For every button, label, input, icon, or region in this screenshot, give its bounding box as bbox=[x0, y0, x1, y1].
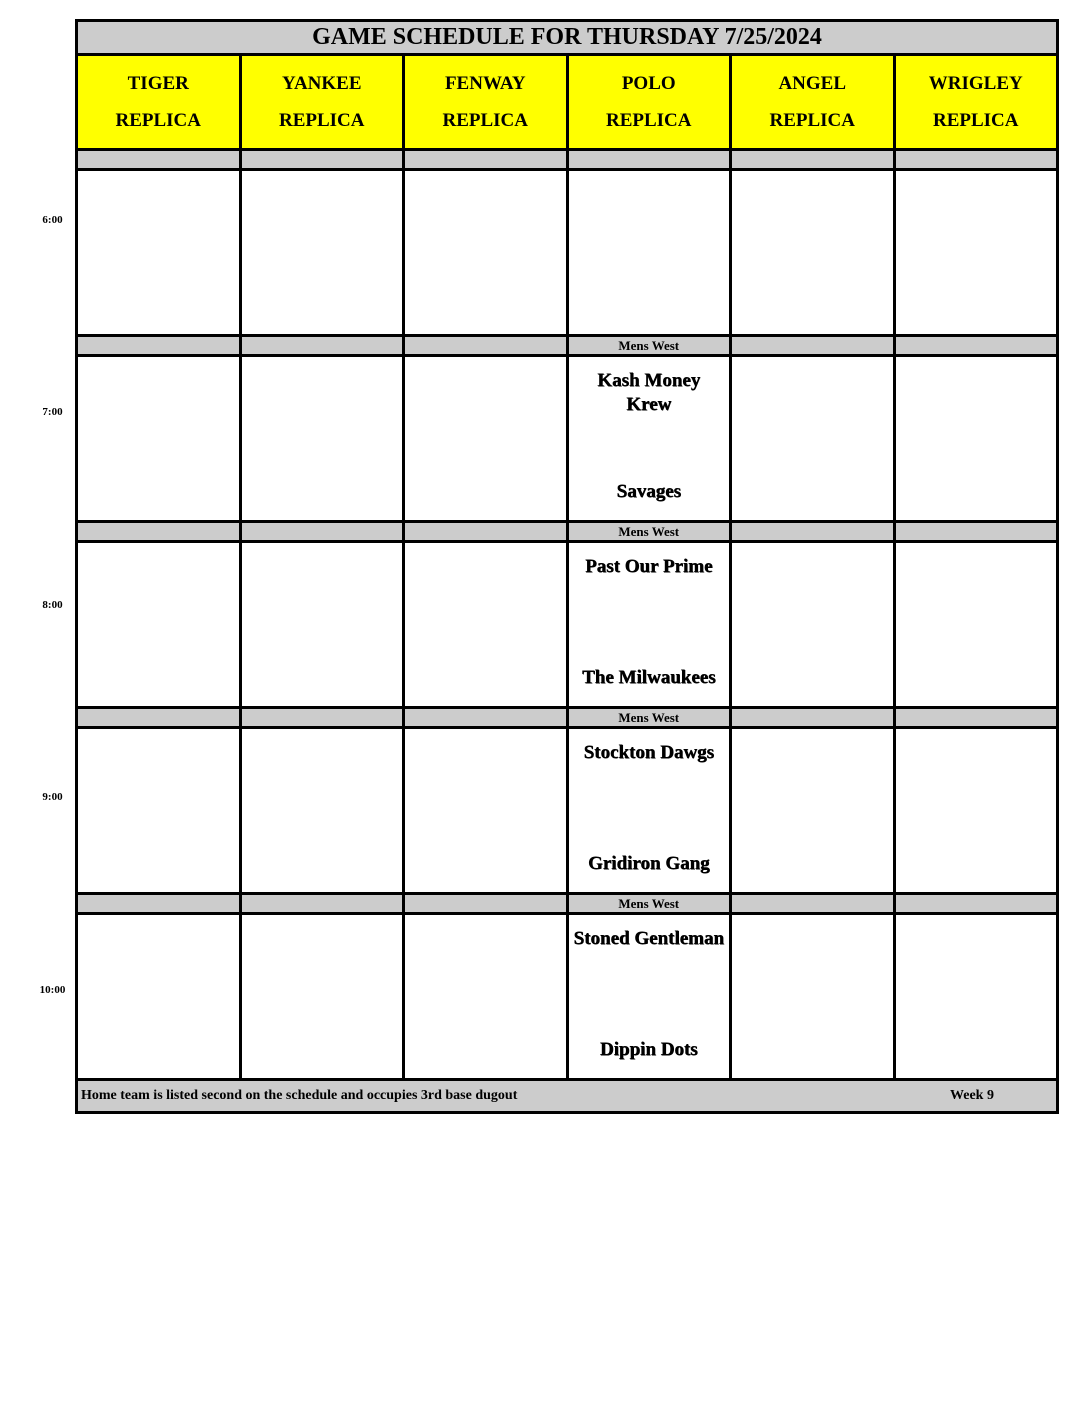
field-header-0 bbox=[77, 55, 241, 150]
field-header-4 bbox=[731, 55, 895, 150]
home-team: Dippin Dots bbox=[599, 1039, 698, 1060]
field-name: FENWAY bbox=[444, 73, 526, 94]
field-name: POLO bbox=[621, 73, 676, 94]
field-header-1 bbox=[240, 55, 404, 150]
time-label-6: 6:00 bbox=[42, 214, 63, 226]
division-cell bbox=[240, 708, 404, 728]
game-cell bbox=[404, 170, 568, 336]
game-cell bbox=[894, 914, 1058, 1080]
game-cell bbox=[567, 914, 731, 1080]
home-team: Gridiron Gang bbox=[587, 853, 710, 874]
division-cell bbox=[894, 150, 1058, 170]
division-cell bbox=[731, 150, 895, 170]
division-cell bbox=[404, 708, 568, 728]
division-cell bbox=[404, 336, 568, 356]
game-cell bbox=[567, 728, 731, 894]
division-cell bbox=[731, 336, 895, 356]
division-cell bbox=[77, 150, 241, 170]
game-cell bbox=[240, 914, 404, 1080]
field-name: ANGEL bbox=[778, 73, 847, 94]
game-cell bbox=[894, 728, 1058, 894]
game-cell bbox=[77, 356, 241, 522]
field-subtitle: REPLICA bbox=[605, 110, 692, 131]
division-cell bbox=[894, 894, 1058, 914]
division-cell bbox=[404, 150, 568, 170]
division-cell bbox=[894, 708, 1058, 728]
field-name: WRIGLEY bbox=[928, 73, 1023, 94]
division-cell: Mens West bbox=[567, 522, 731, 542]
game-cell bbox=[77, 728, 241, 894]
game-cell bbox=[731, 356, 895, 522]
division-cell: Mens West bbox=[567, 708, 731, 728]
division-cell bbox=[77, 708, 241, 728]
division-cell bbox=[240, 522, 404, 542]
game-cell bbox=[731, 170, 895, 336]
schedule-table bbox=[75, 19, 1059, 1114]
time-label-8: 8:00 bbox=[42, 599, 63, 611]
game-cell bbox=[240, 170, 404, 336]
time-label-9: 9:00 bbox=[42, 791, 63, 803]
division-cell: Mens West bbox=[567, 336, 731, 356]
division-cell bbox=[240, 150, 404, 170]
game-cell bbox=[77, 542, 241, 708]
game-cell bbox=[894, 356, 1058, 522]
game-cell bbox=[567, 170, 731, 336]
home-team: The Milwaukees bbox=[581, 667, 716, 688]
week-label: Week 9 bbox=[950, 1088, 994, 1103]
game-cell bbox=[567, 356, 731, 522]
game-cell bbox=[731, 914, 895, 1080]
field-subtitle: REPLICA bbox=[442, 110, 528, 131]
division-cell bbox=[404, 522, 568, 542]
home-team: Savages bbox=[616, 481, 681, 502]
game-cell bbox=[77, 914, 241, 1080]
field-header-3 bbox=[567, 55, 731, 150]
division-cell bbox=[240, 336, 404, 356]
division-cell bbox=[404, 894, 568, 914]
division-cell bbox=[77, 336, 241, 356]
division-cell bbox=[894, 522, 1058, 542]
game-cell bbox=[894, 170, 1058, 336]
field-subtitle: REPLICA bbox=[932, 110, 1019, 131]
game-cell bbox=[404, 542, 568, 708]
field-subtitle: REPLICA bbox=[115, 110, 201, 131]
time-label-7: 7:00 bbox=[42, 406, 63, 418]
schedule-footer bbox=[77, 1080, 1058, 1113]
division-cell bbox=[731, 708, 895, 728]
game-cell bbox=[731, 542, 895, 708]
field-name: TIGER bbox=[127, 73, 189, 94]
game-cell bbox=[567, 542, 731, 708]
division-cell bbox=[567, 150, 731, 170]
game-cell bbox=[404, 914, 568, 1080]
field-subtitle: REPLICA bbox=[278, 110, 365, 131]
time-label-10: 10:00 bbox=[39, 984, 66, 996]
field-header-5 bbox=[894, 55, 1058, 150]
game-cell bbox=[240, 356, 404, 522]
division-cell bbox=[77, 894, 241, 914]
game-cell bbox=[731, 728, 895, 894]
away-team: Kash Money Krew bbox=[597, 370, 701, 415]
game-cell bbox=[894, 542, 1058, 708]
field-name: YANKEE bbox=[281, 73, 362, 94]
game-cell bbox=[240, 542, 404, 708]
game-cell bbox=[404, 356, 568, 522]
away-team: Past Our Prime bbox=[585, 556, 713, 577]
schedule-title: GAME SCHEDULE FOR THURSDAY 7/25/2024 bbox=[77, 21, 1058, 55]
field-header-2 bbox=[404, 55, 568, 150]
division-cell bbox=[77, 522, 241, 542]
division-cell bbox=[894, 336, 1058, 356]
home-team-note: Home team is listed second on the schedule and occupies 3rd base dugout bbox=[81, 1088, 518, 1103]
game-cell bbox=[77, 170, 241, 336]
division-cell: Mens West bbox=[567, 894, 731, 914]
field-subtitle: REPLICA bbox=[769, 110, 855, 131]
division-cell bbox=[240, 894, 404, 914]
division-cell bbox=[731, 894, 895, 914]
away-team: Stoned Gentleman bbox=[573, 928, 724, 949]
game-cell bbox=[240, 728, 404, 894]
away-team: Stockton Dawgs bbox=[583, 742, 714, 763]
game-cell bbox=[404, 728, 568, 894]
division-cell bbox=[731, 522, 895, 542]
